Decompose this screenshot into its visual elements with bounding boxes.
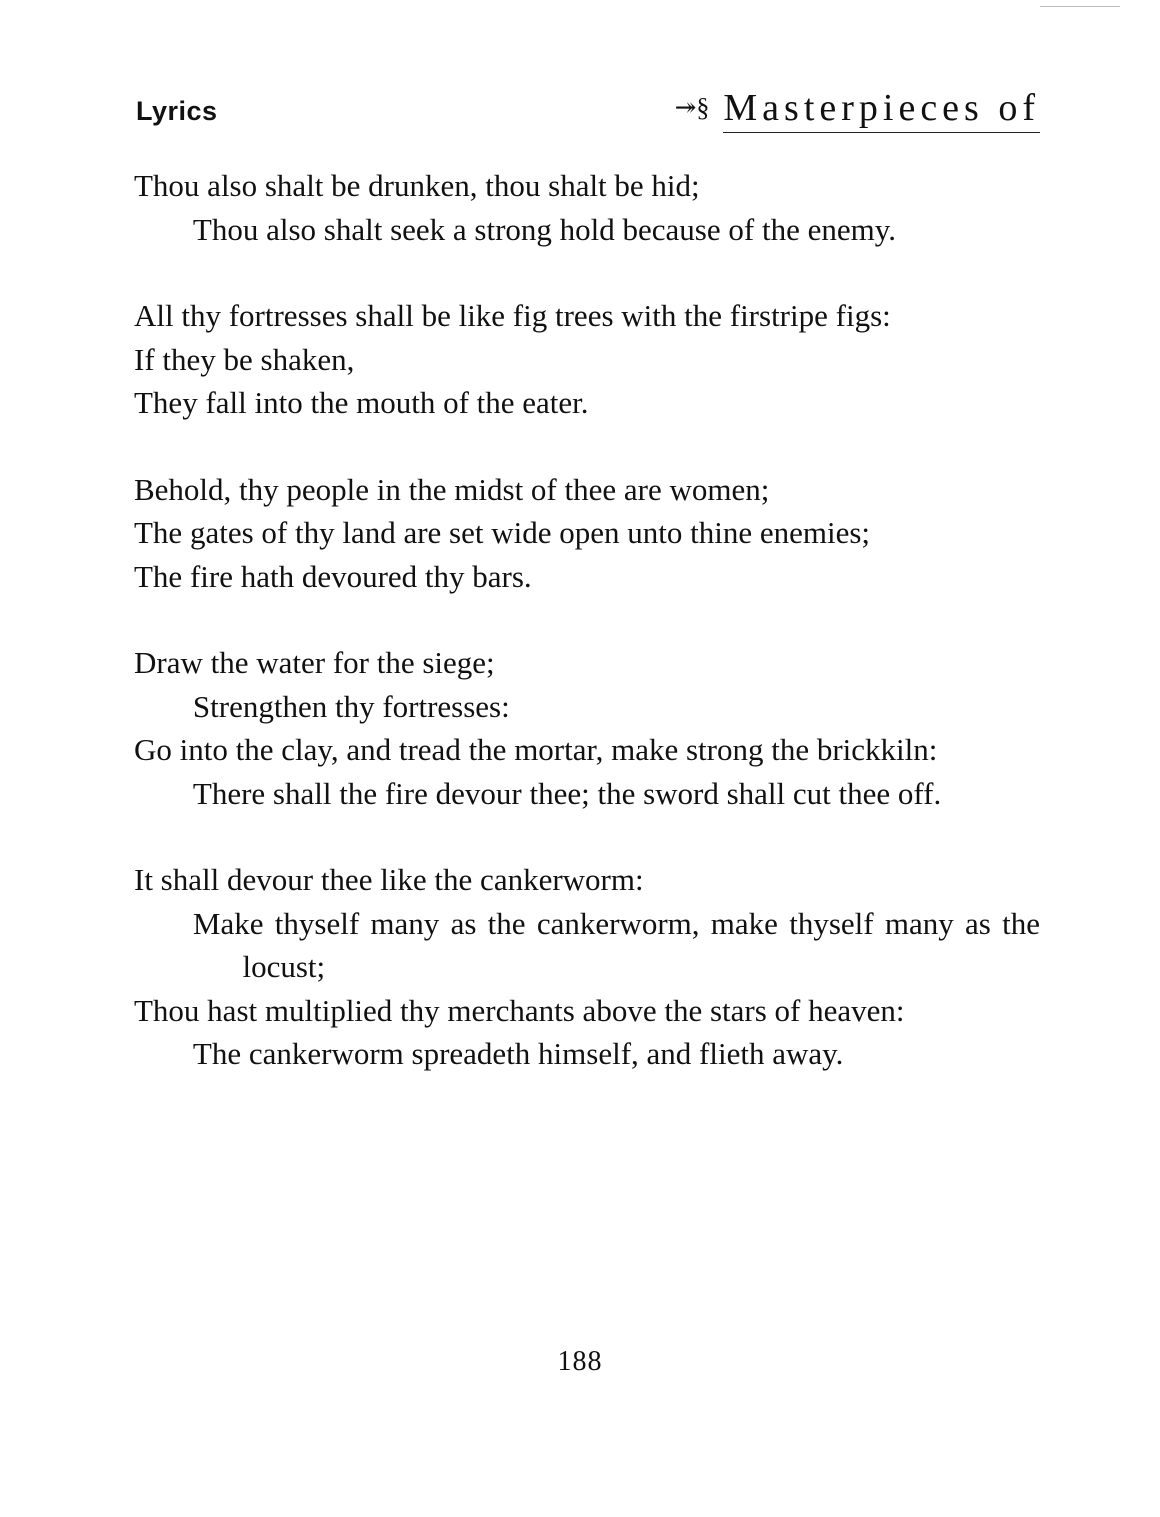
verse-line: Behold, thy people in the midst of thee are women; — [134, 471, 770, 507]
verse-line: The gates of thy land are set wide open unto thine enemies; — [134, 515, 871, 550]
stanza — [134, 641, 1040, 815]
page-number: 188 — [557, 1346, 603, 1377]
stanza — [134, 858, 1040, 1076]
verse-line: The fire hath devoured thy bars. — [134, 558, 532, 594]
ornament-icon: ↠§ — [674, 93, 710, 122]
verse-line: Thou also shalt be drunken, thou shalt be hid; — [134, 168, 700, 203]
book-title-group — [675, 88, 1040, 133]
verse-line: Strengthen thy fortresses: — [192, 688, 510, 724]
book-title: Masterpieces of — [723, 88, 1040, 133]
stanza — [134, 468, 1040, 599]
verse-line: If they be shaken, — [134, 341, 355, 377]
verse-line: There shall the fire devour thee; the sword shall cut thee off. — [192, 775, 942, 811]
verse-line: Thou hast multiplied thy merchants above the stars of heaven: — [134, 992, 905, 1028]
verse-line: The cankerworm spreadeth himself, and flieth away. — [192, 1036, 844, 1071]
verse-line: Thou also shalt seek a strong hold because of the enemy. — [192, 211, 896, 247]
verse-line: They fall into the mouth of the eater. — [134, 385, 589, 420]
verse-line: Go into the clay, and tread the mortar, make strong the brickkiln: — [134, 732, 938, 767]
section-label: Lyrics — [136, 96, 218, 126]
running-head — [136, 88, 1040, 148]
verse-line: All thy fortresses shall be like fig trees with the firstripe figs: — [134, 298, 891, 333]
verse-line: Make thyself many as the cankerworm, make thyself many as the locust; — [192, 905, 1040, 984]
stanza — [134, 294, 1040, 425]
verse-line: It shall devour thee like the cankerworm: — [134, 862, 644, 897]
verse-line: Draw the water for the siege; — [134, 645, 495, 680]
scan-mark — [1040, 6, 1120, 7]
poem-body — [134, 164, 1040, 1119]
stanza — [134, 164, 1040, 251]
